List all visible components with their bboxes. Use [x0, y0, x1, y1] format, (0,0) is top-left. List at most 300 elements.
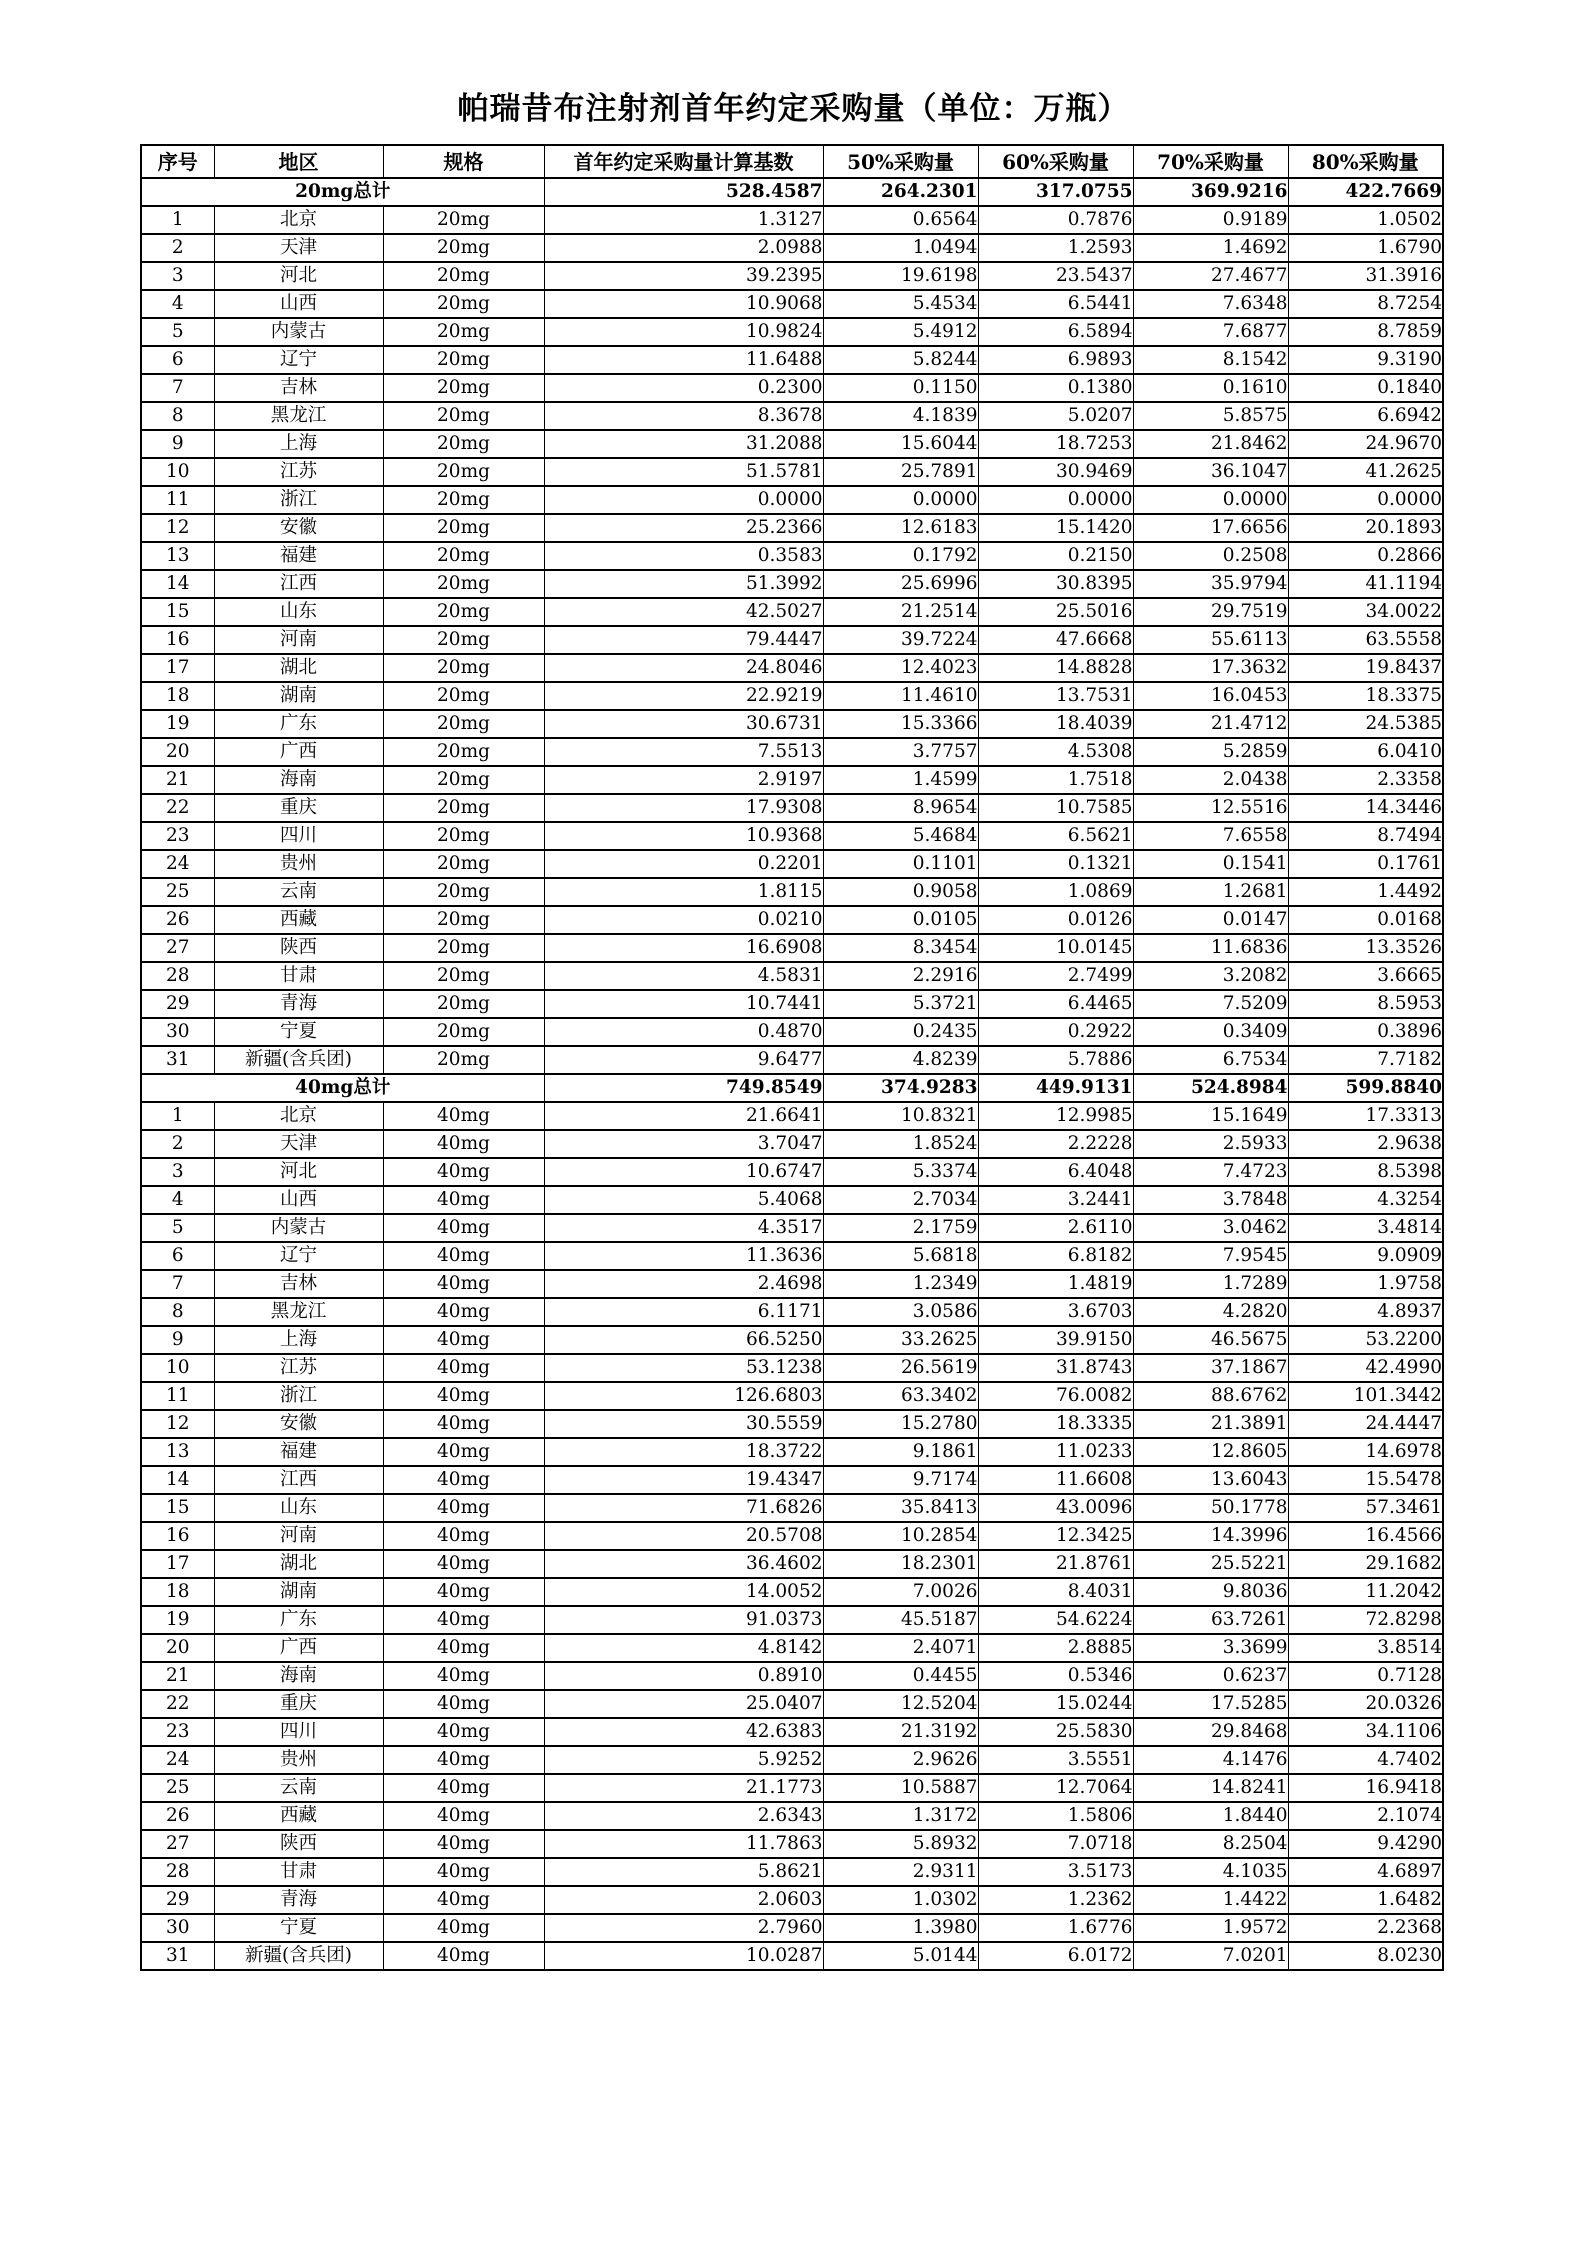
pct70-value-cell: 25.5221 — [1133, 1550, 1288, 1578]
table-row — [141, 878, 1443, 906]
region-cell: 安徽 — [214, 1410, 383, 1438]
pct60-value-cell: 30.9469 — [978, 458, 1133, 486]
pct70-value-cell: 50.1778 — [1133, 1494, 1288, 1522]
table-row — [141, 206, 1443, 234]
pct50-value-cell: 2.1759 — [823, 1214, 978, 1242]
base-value-cell: 5.8621 — [544, 1858, 823, 1886]
pct60-value-cell: 18.7253 — [978, 430, 1133, 458]
spec-cell: 20mg — [383, 682, 544, 710]
row-index-cell: 3 — [141, 1158, 214, 1186]
column-header-base: 首年约定采购量计算基数 — [544, 145, 823, 178]
spec-cell: 20mg — [383, 262, 544, 290]
region-cell: 吉林 — [214, 1270, 383, 1298]
spec-cell: 40mg — [383, 1774, 544, 1802]
spec-cell: 40mg — [383, 1158, 544, 1186]
base-value-cell: 30.6731 — [544, 710, 823, 738]
pct70-value-cell: 5.8575 — [1133, 402, 1288, 430]
pct80-value-cell: 8.0230 — [1288, 1942, 1443, 1970]
pct80-value-cell: 4.7402 — [1288, 1746, 1443, 1774]
spec-cell: 40mg — [383, 1298, 544, 1326]
spec-cell: 20mg — [383, 934, 544, 962]
row-index-cell: 2 — [141, 1130, 214, 1158]
table-row — [141, 934, 1443, 962]
base-value-cell: 51.3992 — [544, 570, 823, 598]
table-row — [141, 1046, 1443, 1074]
spec-cell: 20mg — [383, 710, 544, 738]
region-cell: 浙江 — [214, 1382, 383, 1410]
base-value-cell: 10.9368 — [544, 822, 823, 850]
table-row — [141, 458, 1443, 486]
pct60-value-cell: 54.6224 — [978, 1606, 1133, 1634]
region-cell: 湖南 — [214, 682, 383, 710]
pct80-value-cell: 72.8298 — [1288, 1606, 1443, 1634]
row-index-cell: 10 — [141, 1354, 214, 1382]
pct60-value-cell: 12.3425 — [978, 1522, 1133, 1550]
pct70-value-cell: 0.3409 — [1133, 1018, 1288, 1046]
row-index-cell: 5 — [141, 318, 214, 346]
table-row — [141, 822, 1443, 850]
spec-cell: 40mg — [383, 1886, 544, 1914]
row-index-cell: 11 — [141, 1382, 214, 1410]
row-index-cell: 19 — [141, 1606, 214, 1634]
pct70-value-cell: 4.2820 — [1133, 1298, 1288, 1326]
pct80-value-cell: 57.3461 — [1288, 1494, 1443, 1522]
pct70-value-cell: 0.0000 — [1133, 486, 1288, 514]
region-cell: 内蒙古 — [214, 318, 383, 346]
base-value-cell: 51.5781 — [544, 458, 823, 486]
pct50-value-cell: 9.7174 — [823, 1466, 978, 1494]
spec-cell: 20mg — [383, 962, 544, 990]
spec-cell: 40mg — [383, 1214, 544, 1242]
pct80-value-cell: 0.7128 — [1288, 1662, 1443, 1690]
base-value-cell: 8.3678 — [544, 402, 823, 430]
pct70-value-cell: 3.0462 — [1133, 1214, 1288, 1242]
row-index-cell: 31 — [141, 1046, 214, 1074]
table-row — [141, 1774, 1443, 1802]
region-cell: 天津 — [214, 234, 383, 262]
pct80-value-cell: 6.6942 — [1288, 402, 1443, 430]
base-value-cell: 24.8046 — [544, 654, 823, 682]
region-cell: 福建 — [214, 1438, 383, 1466]
pct60-value-cell: 15.1420 — [978, 514, 1133, 542]
pct80-value-cell: 0.0000 — [1288, 486, 1443, 514]
table-row — [141, 262, 1443, 290]
pct60-value-cell: 12.9985 — [978, 1102, 1133, 1130]
base-value-cell: 25.0407 — [544, 1690, 823, 1718]
region-cell: 上海 — [214, 430, 383, 458]
table-row — [141, 1522, 1443, 1550]
row-index-cell: 16 — [141, 626, 214, 654]
spec-cell: 40mg — [383, 1522, 544, 1550]
pct50-value-cell: 2.9311 — [823, 1858, 978, 1886]
pct70-value-cell: 0.6237 — [1133, 1662, 1288, 1690]
table-row — [141, 402, 1443, 430]
pct50-value-cell: 0.6564 — [823, 206, 978, 234]
row-index-cell: 24 — [141, 1746, 214, 1774]
pct60-value-cell: 0.7876 — [978, 206, 1133, 234]
base-value-cell: 42.5027 — [544, 598, 823, 626]
table-row — [141, 906, 1443, 934]
pct70-value-cell: 8.1542 — [1133, 346, 1288, 374]
region-cell: 辽宁 — [214, 346, 383, 374]
spec-cell: 20mg — [383, 822, 544, 850]
row-index-cell: 13 — [141, 542, 214, 570]
pct50-value-cell: 8.9654 — [823, 794, 978, 822]
table-row — [141, 234, 1443, 262]
base-value-cell: 2.7960 — [544, 1914, 823, 1942]
pct50-value-cell: 1.8524 — [823, 1130, 978, 1158]
pct70-value-cell: 37.1867 — [1133, 1354, 1288, 1382]
spec-cell: 40mg — [383, 1382, 544, 1410]
region-cell: 甘肃 — [214, 1858, 383, 1886]
table-row — [141, 1298, 1443, 1326]
table-row — [141, 346, 1443, 374]
pct80-value-cell: 4.8937 — [1288, 1298, 1443, 1326]
pct80-value-cell: 0.2866 — [1288, 542, 1443, 570]
base-value-cell: 91.0373 — [544, 1606, 823, 1634]
spec-cell: 40mg — [383, 1438, 544, 1466]
pct70-value-cell: 7.6877 — [1133, 318, 1288, 346]
pct60-value-cell: 25.5016 — [978, 598, 1133, 626]
row-index-cell: 27 — [141, 934, 214, 962]
table-row — [141, 1746, 1443, 1774]
row-index-cell: 28 — [141, 962, 214, 990]
pct60-value-cell: 31.8743 — [978, 1354, 1133, 1382]
pct50-value-cell: 1.0494 — [823, 234, 978, 262]
table-row — [141, 598, 1443, 626]
pct60-value-cell: 10.7585 — [978, 794, 1133, 822]
spec-cell: 20mg — [383, 570, 544, 598]
pct60-value-cell: 30.8395 — [978, 570, 1133, 598]
table-row — [141, 1270, 1443, 1298]
pct60-value-cell: 21.8761 — [978, 1550, 1133, 1578]
spec-cell: 20mg — [383, 206, 544, 234]
pct80-value-cell: 1.0502 — [1288, 206, 1443, 234]
base-value-cell: 6.1171 — [544, 1298, 823, 1326]
pct60-value-cell: 6.8182 — [978, 1242, 1133, 1270]
spec-cell: 20mg — [383, 1046, 544, 1074]
table-row — [141, 1214, 1443, 1242]
pct60-value-cell: 1.2362 — [978, 1886, 1133, 1914]
spec-cell: 20mg — [383, 318, 544, 346]
region-cell: 福建 — [214, 542, 383, 570]
pct50-value-cell: 12.6183 — [823, 514, 978, 542]
pct80-value-cell: 1.6482 — [1288, 1886, 1443, 1914]
pct70-value-cell: 7.4723 — [1133, 1158, 1288, 1186]
table-row — [141, 1326, 1443, 1354]
region-cell: 广东 — [214, 710, 383, 738]
region-cell: 江西 — [214, 570, 383, 598]
pct50-value-cell: 0.4455 — [823, 1662, 978, 1690]
spec-cell: 40mg — [383, 1830, 544, 1858]
base-value-cell: 2.9197 — [544, 766, 823, 794]
spec-cell: 40mg — [383, 1242, 544, 1270]
pct60-value-cell: 3.2441 — [978, 1186, 1133, 1214]
region-cell: 内蒙古 — [214, 1214, 383, 1242]
pct50-value-cell: 0.0000 — [823, 486, 978, 514]
pct60-value-cell: 6.5894 — [978, 318, 1133, 346]
region-cell: 重庆 — [214, 794, 383, 822]
row-index-cell: 18 — [141, 682, 214, 710]
pct60-value-cell: 14.8828 — [978, 654, 1133, 682]
pct70-value-cell: 63.7261 — [1133, 1606, 1288, 1634]
table-row — [141, 1550, 1443, 1578]
pct60-value-cell: 0.0000 — [978, 486, 1133, 514]
region-cell: 陕西 — [214, 934, 383, 962]
section-total-label: 40mg总计 — [141, 1074, 544, 1102]
pct50-value-cell: 15.3366 — [823, 710, 978, 738]
row-index-cell: 8 — [141, 402, 214, 430]
pct80-value-cell: 29.1682 — [1288, 1550, 1443, 1578]
row-index-cell: 24 — [141, 850, 214, 878]
pct50-value-cell: 0.1101 — [823, 850, 978, 878]
table-row — [141, 1382, 1443, 1410]
row-index-cell: 3 — [141, 262, 214, 290]
spec-cell: 40mg — [383, 1578, 544, 1606]
pct70-value-cell: 17.3632 — [1133, 654, 1288, 682]
spec-cell: 40mg — [383, 1914, 544, 1942]
region-cell: 山西 — [214, 1186, 383, 1214]
region-cell: 江苏 — [214, 458, 383, 486]
table-row — [141, 430, 1443, 458]
pct60-value-cell: 8.4031 — [978, 1578, 1133, 1606]
pct50-value-cell: 3.7757 — [823, 738, 978, 766]
section-total-value: 524.8984 — [1133, 1074, 1288, 1102]
pct80-value-cell: 34.0022 — [1288, 598, 1443, 626]
section-total-value: 369.9216 — [1133, 178, 1288, 206]
table-row — [141, 1690, 1443, 1718]
pct70-value-cell: 35.9794 — [1133, 570, 1288, 598]
pct80-value-cell: 1.6790 — [1288, 234, 1443, 262]
pct50-value-cell: 0.2435 — [823, 1018, 978, 1046]
pct80-value-cell: 9.3190 — [1288, 346, 1443, 374]
spec-cell: 20mg — [383, 514, 544, 542]
base-value-cell: 3.7047 — [544, 1130, 823, 1158]
row-index-cell: 31 — [141, 1942, 214, 1970]
pct70-value-cell: 1.9572 — [1133, 1914, 1288, 1942]
spec-cell: 20mg — [383, 1018, 544, 1046]
pct70-value-cell: 1.4692 — [1133, 234, 1288, 262]
pct60-value-cell: 6.5441 — [978, 290, 1133, 318]
base-value-cell: 1.3127 — [544, 206, 823, 234]
pct70-value-cell: 12.5516 — [1133, 794, 1288, 822]
row-index-cell: 22 — [141, 794, 214, 822]
pct70-value-cell: 36.1047 — [1133, 458, 1288, 486]
spec-cell: 40mg — [383, 1942, 544, 1970]
spec-cell: 20mg — [383, 598, 544, 626]
pct60-value-cell: 2.6110 — [978, 1214, 1133, 1242]
pct50-value-cell: 5.3374 — [823, 1158, 978, 1186]
row-index-cell: 25 — [141, 1774, 214, 1802]
section-total-row — [141, 1074, 1443, 1102]
pct60-value-cell: 15.0244 — [978, 1690, 1133, 1718]
pct70-value-cell: 3.2082 — [1133, 962, 1288, 990]
region-cell: 北京 — [214, 1102, 383, 1130]
row-index-cell: 9 — [141, 430, 214, 458]
pct50-value-cell: 5.4912 — [823, 318, 978, 346]
pct70-value-cell: 0.2508 — [1133, 542, 1288, 570]
spec-cell: 20mg — [383, 850, 544, 878]
pct60-value-cell: 11.0233 — [978, 1438, 1133, 1466]
pct70-value-cell: 6.7534 — [1133, 1046, 1288, 1074]
pct70-value-cell: 8.2504 — [1133, 1830, 1288, 1858]
pct70-value-cell: 0.0147 — [1133, 906, 1288, 934]
region-cell: 辽宁 — [214, 1242, 383, 1270]
column-header-region: 地区 — [214, 145, 383, 178]
pct80-value-cell: 13.3526 — [1288, 934, 1443, 962]
pct60-value-cell: 1.5806 — [978, 1802, 1133, 1830]
pct80-value-cell: 1.9758 — [1288, 1270, 1443, 1298]
pct70-value-cell: 12.8605 — [1133, 1438, 1288, 1466]
table-row — [141, 1242, 1443, 1270]
pct50-value-cell: 7.0026 — [823, 1578, 978, 1606]
pct80-value-cell: 24.5385 — [1288, 710, 1443, 738]
region-cell: 上海 — [214, 1326, 383, 1354]
section-total-row — [141, 178, 1443, 206]
base-value-cell: 18.3722 — [544, 1438, 823, 1466]
spec-cell: 40mg — [383, 1858, 544, 1886]
pct50-value-cell: 15.6044 — [823, 430, 978, 458]
region-cell: 广西 — [214, 1634, 383, 1662]
row-index-cell: 5 — [141, 1214, 214, 1242]
row-index-cell: 23 — [141, 1718, 214, 1746]
pct60-value-cell: 6.4048 — [978, 1158, 1133, 1186]
row-index-cell: 7 — [141, 1270, 214, 1298]
column-header-50pct: 50%采购量 — [823, 145, 978, 178]
spec-cell: 20mg — [383, 878, 544, 906]
region-cell: 黑龙江 — [214, 402, 383, 430]
row-index-cell: 1 — [141, 1102, 214, 1130]
table-row — [141, 1130, 1443, 1158]
pct80-value-cell: 4.6897 — [1288, 1858, 1443, 1886]
pct80-value-cell: 1.4492 — [1288, 878, 1443, 906]
region-cell: 贵州 — [214, 850, 383, 878]
pct50-value-cell: 5.6818 — [823, 1242, 978, 1270]
pct60-value-cell: 25.5830 — [978, 1718, 1133, 1746]
pct50-value-cell: 8.3454 — [823, 934, 978, 962]
pct70-value-cell: 3.7848 — [1133, 1186, 1288, 1214]
pct60-value-cell: 7.0718 — [978, 1830, 1133, 1858]
row-index-cell: 20 — [141, 738, 214, 766]
pct50-value-cell: 5.8244 — [823, 346, 978, 374]
pct50-value-cell: 18.2301 — [823, 1550, 978, 1578]
table-row — [141, 1438, 1443, 1466]
region-cell: 新疆(含兵团) — [214, 1942, 383, 1970]
page-title: 帕瑞昔布注射剂首年约定采购量（单位：万瓶） — [457, 91, 1130, 127]
pct80-value-cell: 41.2625 — [1288, 458, 1443, 486]
pct60-value-cell: 10.0145 — [978, 934, 1133, 962]
table-row — [141, 766, 1443, 794]
region-cell: 广东 — [214, 1606, 383, 1634]
spec-cell: 20mg — [383, 990, 544, 1018]
table-row — [141, 962, 1443, 990]
table-row — [141, 654, 1443, 682]
pct60-value-cell: 6.0172 — [978, 1942, 1133, 1970]
pct70-value-cell: 21.8462 — [1133, 430, 1288, 458]
base-value-cell: 0.4870 — [544, 1018, 823, 1046]
base-value-cell: 10.9068 — [544, 290, 823, 318]
spec-cell: 20mg — [383, 402, 544, 430]
region-cell: 河南 — [214, 1522, 383, 1550]
pct80-value-cell: 11.2042 — [1288, 1578, 1443, 1606]
base-value-cell: 17.9308 — [544, 794, 823, 822]
pct80-value-cell: 20.0326 — [1288, 1690, 1443, 1718]
base-value-cell: 5.9252 — [544, 1746, 823, 1774]
spec-cell: 20mg — [383, 626, 544, 654]
column-header-70pct: 70%采购量 — [1133, 145, 1288, 178]
pct80-value-cell: 8.7254 — [1288, 290, 1443, 318]
pct50-value-cell: 2.7034 — [823, 1186, 978, 1214]
row-index-cell: 26 — [141, 1802, 214, 1830]
pct50-value-cell: 3.0586 — [823, 1298, 978, 1326]
pct80-value-cell: 19.8437 — [1288, 654, 1443, 682]
pct80-value-cell: 17.3313 — [1288, 1102, 1443, 1130]
pct80-value-cell: 8.5953 — [1288, 990, 1443, 1018]
pct50-value-cell: 0.9058 — [823, 878, 978, 906]
pct50-value-cell: 19.6198 — [823, 262, 978, 290]
table-row — [141, 1942, 1443, 1970]
pct70-value-cell: 2.0438 — [1133, 766, 1288, 794]
pct50-value-cell: 35.8413 — [823, 1494, 978, 1522]
base-value-cell: 11.7863 — [544, 1830, 823, 1858]
base-value-cell: 31.2088 — [544, 430, 823, 458]
base-value-cell: 9.6477 — [544, 1046, 823, 1074]
row-index-cell: 23 — [141, 822, 214, 850]
row-index-cell: 20 — [141, 1634, 214, 1662]
table-row — [141, 1578, 1443, 1606]
pct50-value-cell: 15.2780 — [823, 1410, 978, 1438]
row-index-cell: 4 — [141, 1186, 214, 1214]
pct60-value-cell: 18.3335 — [978, 1410, 1133, 1438]
pct60-value-cell: 13.7531 — [978, 682, 1133, 710]
base-value-cell: 42.6383 — [544, 1718, 823, 1746]
pct60-value-cell: 0.5346 — [978, 1662, 1133, 1690]
row-index-cell: 14 — [141, 570, 214, 598]
pct70-value-cell: 0.1541 — [1133, 850, 1288, 878]
row-index-cell: 4 — [141, 290, 214, 318]
row-index-cell: 15 — [141, 1494, 214, 1522]
pct70-value-cell: 4.1476 — [1133, 1746, 1288, 1774]
pct50-value-cell: 45.5187 — [823, 1606, 978, 1634]
pct60-value-cell: 0.1321 — [978, 850, 1133, 878]
pct80-value-cell: 8.5398 — [1288, 1158, 1443, 1186]
pct80-value-cell: 0.1761 — [1288, 850, 1443, 878]
pct60-value-cell: 23.5437 — [978, 262, 1133, 290]
pct70-value-cell: 7.9545 — [1133, 1242, 1288, 1270]
column-header-spec: 规格 — [383, 145, 544, 178]
spec-cell: 20mg — [383, 906, 544, 934]
base-value-cell: 79.4447 — [544, 626, 823, 654]
pct50-value-cell: 2.4071 — [823, 1634, 978, 1662]
pct60-value-cell: 2.2228 — [978, 1130, 1133, 1158]
pct60-value-cell: 1.7518 — [978, 766, 1133, 794]
pct60-value-cell: 6.4465 — [978, 990, 1133, 1018]
pct70-value-cell: 5.2859 — [1133, 738, 1288, 766]
section-total-value: 317.0755 — [978, 178, 1133, 206]
pct50-value-cell: 39.7224 — [823, 626, 978, 654]
spec-cell: 20mg — [383, 654, 544, 682]
section-total-value: 449.9131 — [978, 1074, 1133, 1102]
pct70-value-cell: 21.4712 — [1133, 710, 1288, 738]
pct50-value-cell: 26.5619 — [823, 1354, 978, 1382]
pct50-value-cell: 5.4534 — [823, 290, 978, 318]
pct80-value-cell: 14.6978 — [1288, 1438, 1443, 1466]
pct60-value-cell: 43.0096 — [978, 1494, 1133, 1522]
pct60-value-cell: 3.5173 — [978, 1858, 1133, 1886]
pct50-value-cell: 0.1150 — [823, 374, 978, 402]
region-cell: 海南 — [214, 766, 383, 794]
pct80-value-cell: 0.3896 — [1288, 1018, 1443, 1046]
